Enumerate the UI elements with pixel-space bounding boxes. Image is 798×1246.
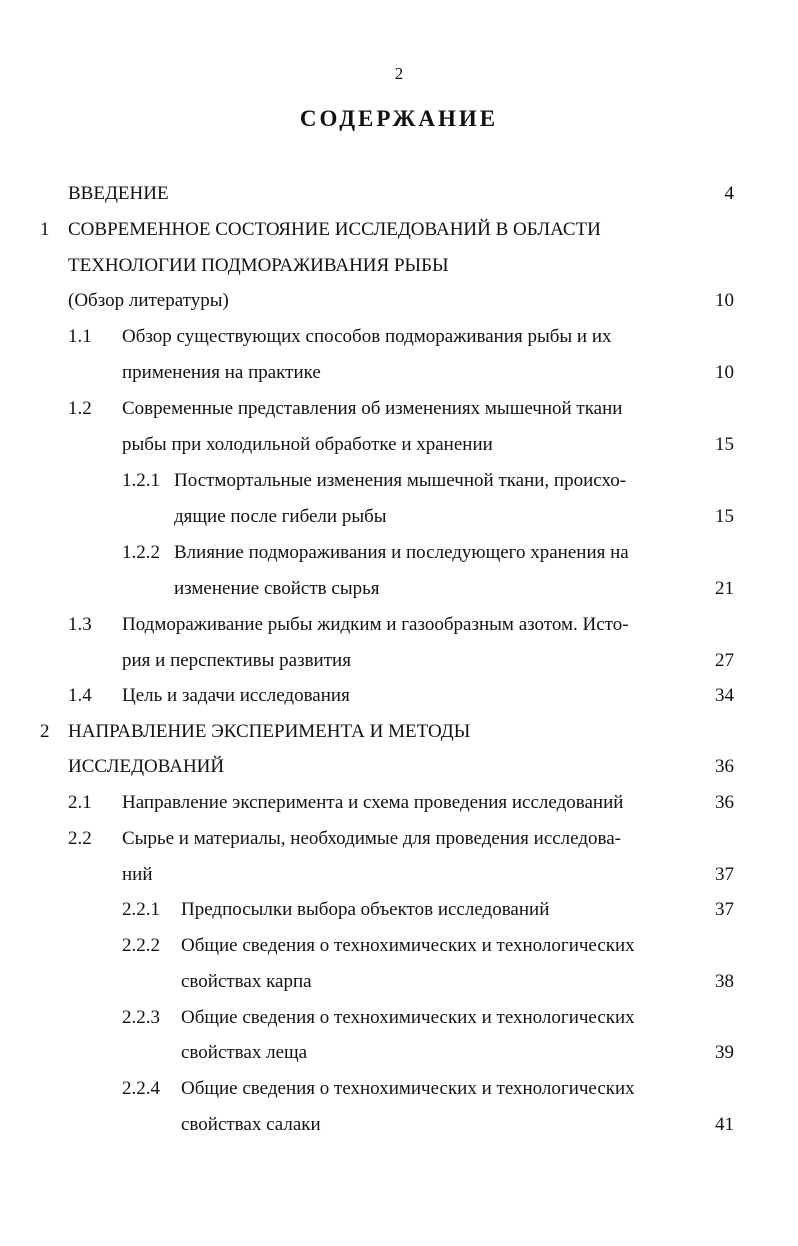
entry-page-number: 4 <box>724 183 734 204</box>
entry-title-line: свойствах карпа <box>181 971 312 992</box>
entry-number: 1.4 <box>68 685 92 706</box>
entry-number: 1.2.1 <box>122 470 160 491</box>
entry-title-line: Цель и задачи исследования <box>122 685 350 706</box>
entry-title-line: Обзор существующих способов подмораживания рыбы и их <box>122 326 612 347</box>
page-number: 2 <box>394 64 404 83</box>
entry-title-line: свойствах салаки <box>181 1114 321 1135</box>
entry-page-number: 36 <box>715 756 734 777</box>
entry-title-line: ВВЕДЕНИЕ <box>68 183 169 204</box>
entry-number: 2.2.4 <box>122 1078 160 1099</box>
entry-page-number: 15 <box>715 434 734 455</box>
entry-page-number: 15 <box>715 506 734 527</box>
entry-page-number: 38 <box>715 971 734 992</box>
entry-number: 2.2.1 <box>122 899 160 920</box>
entry-title-line: Направление эксперимента и схема проведения исследований <box>122 792 624 813</box>
entry-title-line: ИССЛЕДОВАНИЙ <box>68 756 225 777</box>
entry-page-number: 41 <box>715 1114 734 1135</box>
entry-page-number: 27 <box>715 650 734 671</box>
page-title: СОДЕРЖАНИЕ <box>299 106 499 131</box>
entry-number: 2.2.2 <box>122 935 160 956</box>
entry-number: 2.2.3 <box>122 1007 160 1028</box>
entry-title-line: Предпосылки выбора объектов исследований <box>181 899 550 920</box>
entry-title-line: Сырье и материалы, необходимые для проведения исследова- <box>122 828 621 849</box>
entry-title-line: Постмортальные изменения мышечной ткани, происхо- <box>174 470 627 491</box>
entry-page-number: 37 <box>715 864 734 885</box>
entry-title-line: изменение свойств сырья <box>174 578 380 599</box>
entry-title-line: Общие сведения о технохимических и технологических <box>181 935 635 956</box>
entry-title-line: Общие сведения о технохимических и технологических <box>181 1078 635 1099</box>
entry-title-line: ТЕХНОЛОГИИ ПОДМОРАЖИВАНИЯ РЫБЫ <box>68 255 449 276</box>
entry-title-line: Влияние подмораживания и последующего хранения на <box>174 542 629 563</box>
entry-title-line: свойствах леща <box>181 1042 308 1063</box>
entry-title-line: Общие сведения о технохимических и технологических <box>181 1007 635 1028</box>
entry-page-number: 36 <box>715 792 734 813</box>
entry-number: 2 <box>40 721 50 742</box>
entry-page-number: 21 <box>715 578 734 599</box>
entry-page-number: 37 <box>715 899 734 920</box>
entry-title-line: Современные представления об изменениях мышечной ткани <box>122 398 623 419</box>
entry-title-line: Подмораживание рыбы жидким и газообразным азотом. Исто- <box>122 614 629 635</box>
entry-number: 1 <box>40 219 50 240</box>
entry-title-line: НАПРАВЛЕНИЕ ЭКСПЕРИМЕНТА И МЕТОДЫ <box>68 721 471 742</box>
entry-number: 1.3 <box>68 614 92 635</box>
entry-page-number: 39 <box>715 1042 734 1063</box>
entry-title-line: дящие после гибели рыбы <box>174 506 387 527</box>
entry-number: 2.2 <box>68 828 92 849</box>
entry-page-number: 34 <box>715 685 734 706</box>
entry-title-line: (Обзор литературы) <box>68 290 229 311</box>
entry-page-number: 10 <box>715 290 734 311</box>
entry-title-line: рыбы при холодильной обработке и хранении <box>122 434 493 455</box>
entry-title-line: применения на практике <box>122 362 321 383</box>
entry-number: 2.1 <box>68 792 92 813</box>
entry-number: 1.1 <box>68 326 92 347</box>
entry-number: 1.2 <box>68 398 92 419</box>
entry-page-number: 10 <box>715 362 734 383</box>
entry-title-line: рия и перспективы развития <box>122 650 351 671</box>
entry-title-line: ний <box>122 864 153 885</box>
entry-title-line: СОВРЕМЕННОЕ СОСТОЯНИЕ ИССЛЕДОВАНИЙ В ОБЛАСТИ <box>68 219 601 240</box>
entry-number: 1.2.2 <box>122 542 160 563</box>
